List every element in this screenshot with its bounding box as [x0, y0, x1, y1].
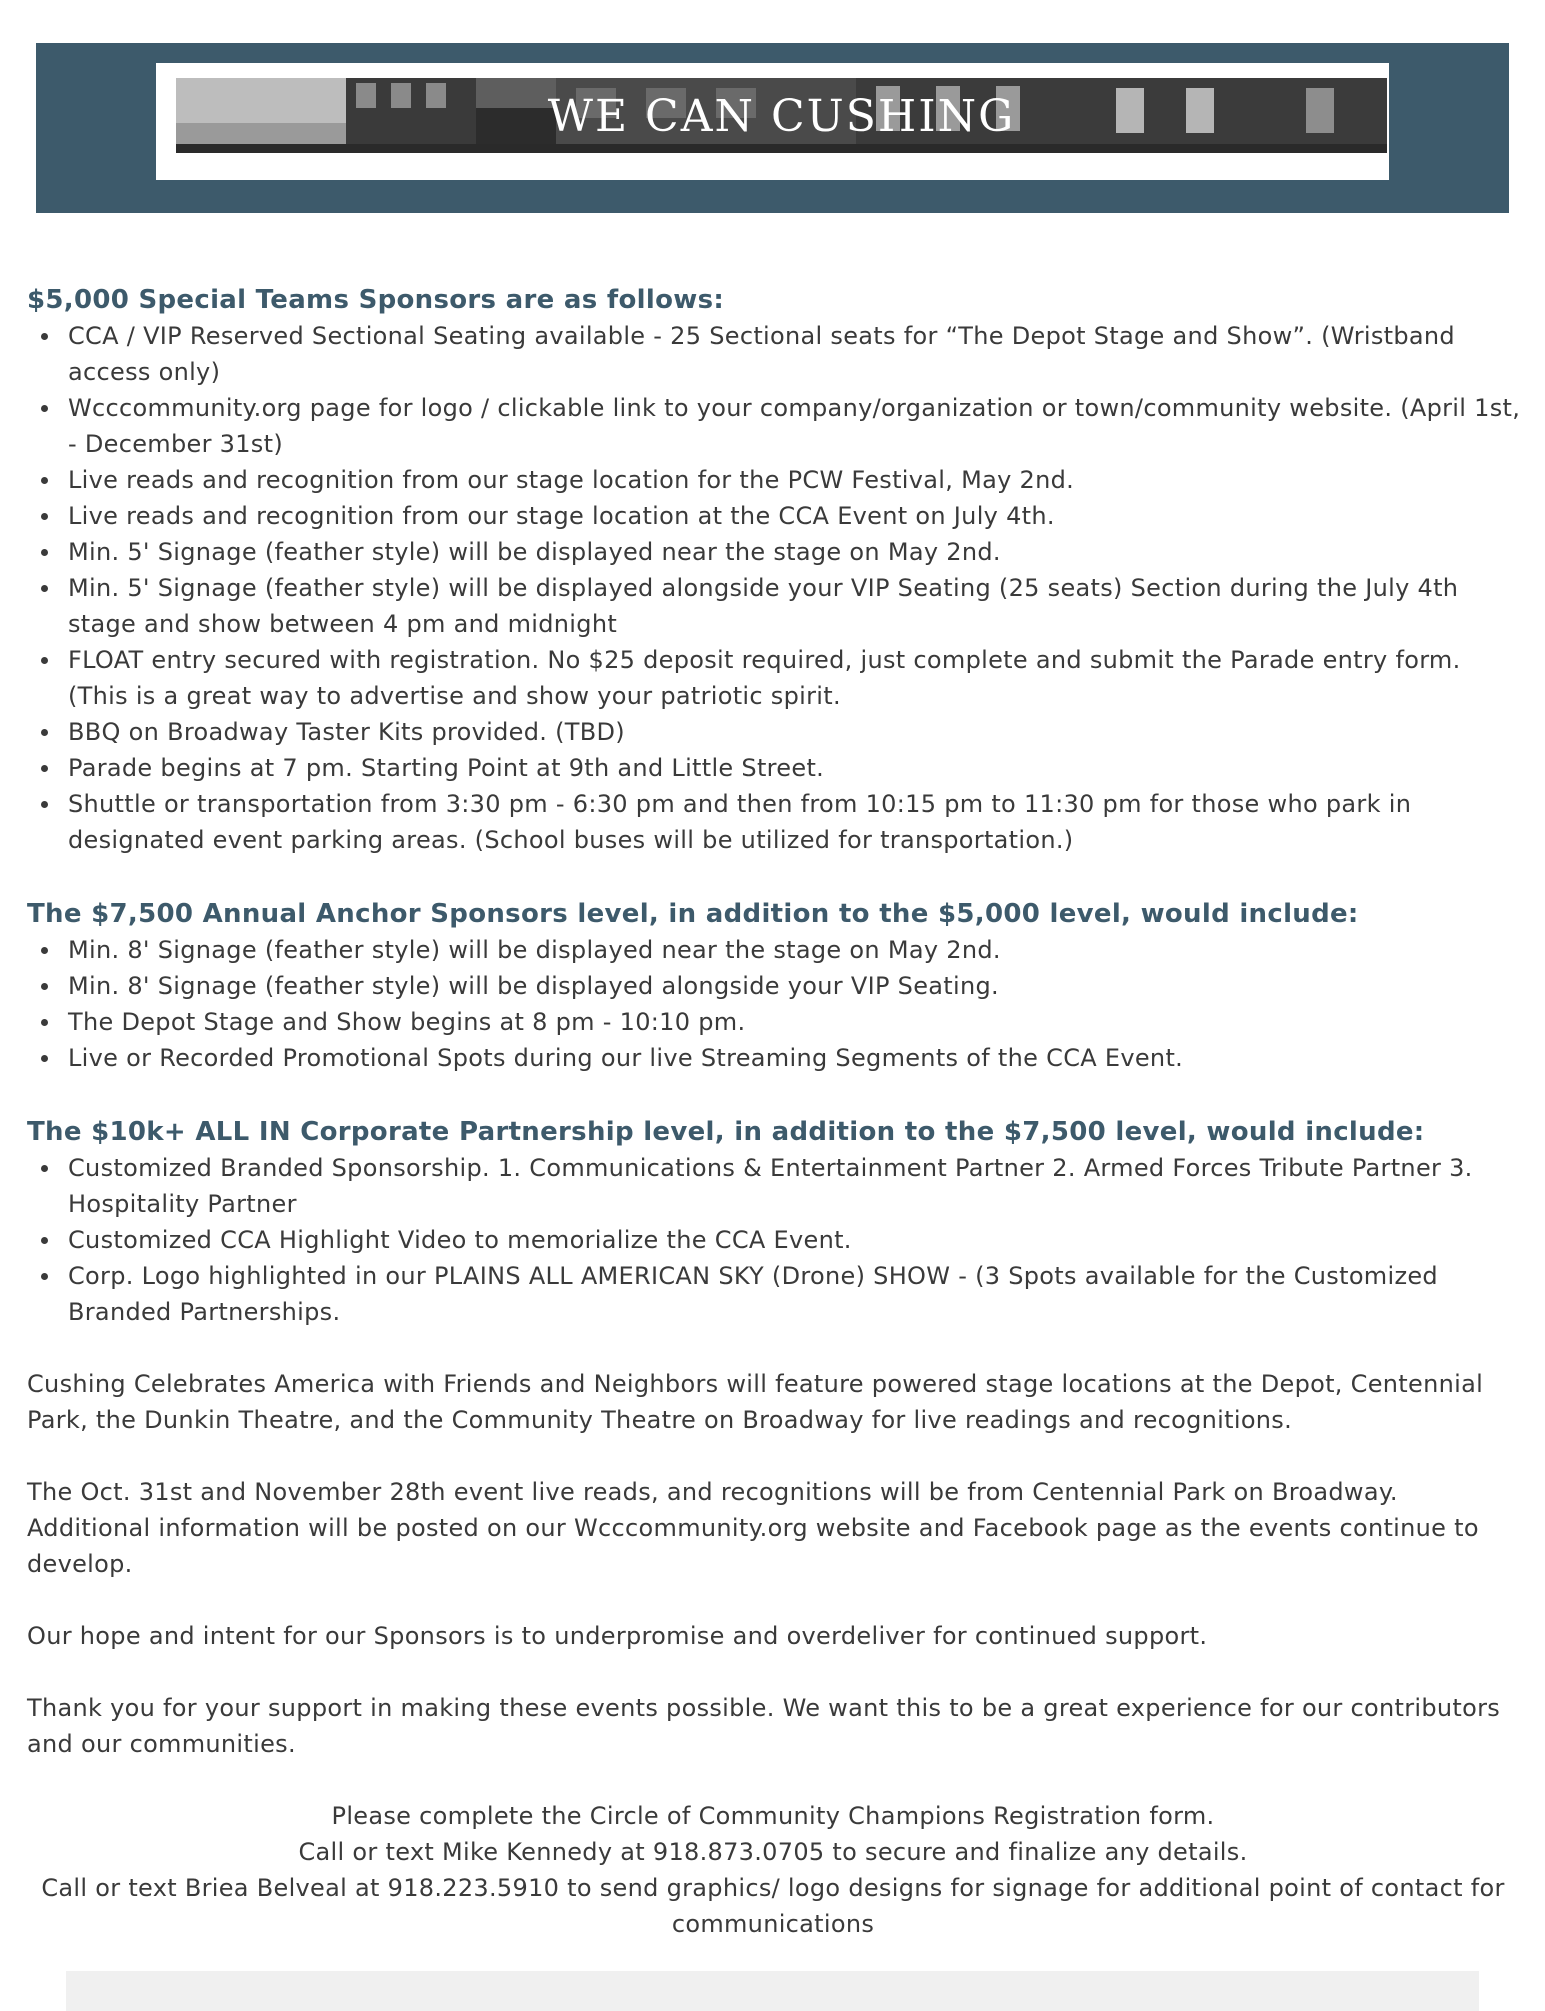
list-item: The Depot Stage and Show begins at 8 pm - 10:10 pm.	[68, 1004, 1527, 1040]
list-item: Live or Recorded Promotional Spots during our live Streaming Segments of the CCA Event.	[68, 1040, 1527, 1076]
list-item: Customized Branded Sponsorship. 1. Communications & Entertainment Partner 2. Armed Forces Tribute Partner 3. Hospitality Partner	[68, 1150, 1527, 1222]
header-banner	[36, 43, 1509, 213]
benefit-list-5000	[27, 318, 1527, 858]
section-heading-10k: The $10k+ ALL IN Corporate Partnership level, in addition to the $7,500 level, would include:	[27, 1117, 1425, 1147]
benefit-list-10k	[27, 1150, 1527, 1330]
list-item: Min. 5' Signage (feather style) will be displayed alongside your VIP Seating (25 seats) Section during the July 4th stage and show between 4 pm and midnight	[68, 570, 1527, 642]
list-item: Live reads and recognition from our stage location for the PCW Festival, May 2nd.	[68, 462, 1527, 498]
paragraph-intent: Our hope and intent for our Sponsors is to underpromise and overdeliver for continued support.	[27, 1622, 1208, 1650]
contact-line-mike: Call or text Mike Kennedy at 918.873.0705 to secure and finalize any details.	[298, 1838, 1248, 1866]
banner-title: WE CAN CUSHING	[547, 91, 1016, 142]
benefit-list-7500	[27, 932, 1527, 1076]
banner-photo	[176, 78, 1387, 153]
list-item: Min. 8' Signage (feather style) will be displayed near the stage on May 2nd.	[68, 932, 1527, 968]
list-item: Wcccommunity.org page for logo / clickable link to your company/organization or town/community website. (April 1st, - December 31st)	[68, 390, 1527, 462]
list-item: BBQ on Broadway Taster Kits provided. (TBD)	[68, 714, 1527, 750]
list-item: FLOAT entry secured with registration. No $25 deposit required, just complete and submit the Parade entry form. (This is a great way to advertise and show your patriotic spirit.	[68, 642, 1527, 714]
paragraph-event-dates: The Oct. 31st and November 28th event live reads, and recognitions will be from Centennial Park on Broadway. Additional information will be posted on our Wcccommunity.org website and Facebook page as the events continue to develop.	[27, 1478, 1479, 1578]
contact-block	[27, 1798, 1519, 1942]
list-item: Corp. Logo highlighted in our PLAINS ALL AMERICAN SKY (Drone) SHOW - (3 Spots available for the Customized Branded Partnerships.	[68, 1258, 1527, 1330]
list-item: Customized CCA Highlight Video to memorialize the CCA Event.	[68, 1222, 1527, 1258]
list-item: Parade begins at 7 pm. Starting Point at 9th and Little Street.	[68, 750, 1527, 786]
contact-line-registration: Please complete the Circle of Community Champions Registration form.	[331, 1802, 1215, 1830]
banner-frame	[156, 63, 1389, 180]
list-item: Min. 8' Signage (feather style) will be displayed alongside your VIP Seating.	[68, 968, 1527, 1004]
contact-line-briea: Call or text Briea Belveal at 918.223.5910 to send graphics/ logo designs for signage for additional point of contact for communications	[41, 1874, 1505, 1938]
paragraph-thank-you: Thank you for your support in making these events possible. We want this to be a great experience for our contributors and our communities.	[27, 1694, 1501, 1758]
paragraph-stage-locations: Cushing Celebrates America with Friends and Neighbors will feature powered stage locations at the Depot, Centennial Park, the Dunkin Theatre, and the Community Theatre on Broadway for live readings and recognitions.	[27, 1370, 1484, 1434]
section-heading-7500: The $7,500 Annual Anchor Sponsors level, in addition to the $5,000 level, would include:	[27, 899, 1359, 929]
list-item: Shuttle or transportation from 3:30 pm - 6:30 pm and then from 10:15 pm to 11:30 pm for those who park in designated event parking areas. (School buses will be utilized for transportation.)	[68, 786, 1527, 858]
list-item: Min. 5' Signage (feather style) will be displayed near the stage on May 2nd.	[68, 534, 1527, 570]
footer-box	[66, 1971, 1479, 2011]
document-body	[27, 282, 1527, 1942]
list-item: Live reads and recognition from our stage location at the CCA Event on July 4th.	[68, 498, 1527, 534]
list-item: CCA / VIP Reserved Sectional Seating available - 25 Sectional seats for “The Depot Stage and Show”. (Wristband access only)	[68, 318, 1527, 390]
section-heading-5000: $5,000 Special Teams Sponsors are as follows:	[27, 285, 725, 315]
